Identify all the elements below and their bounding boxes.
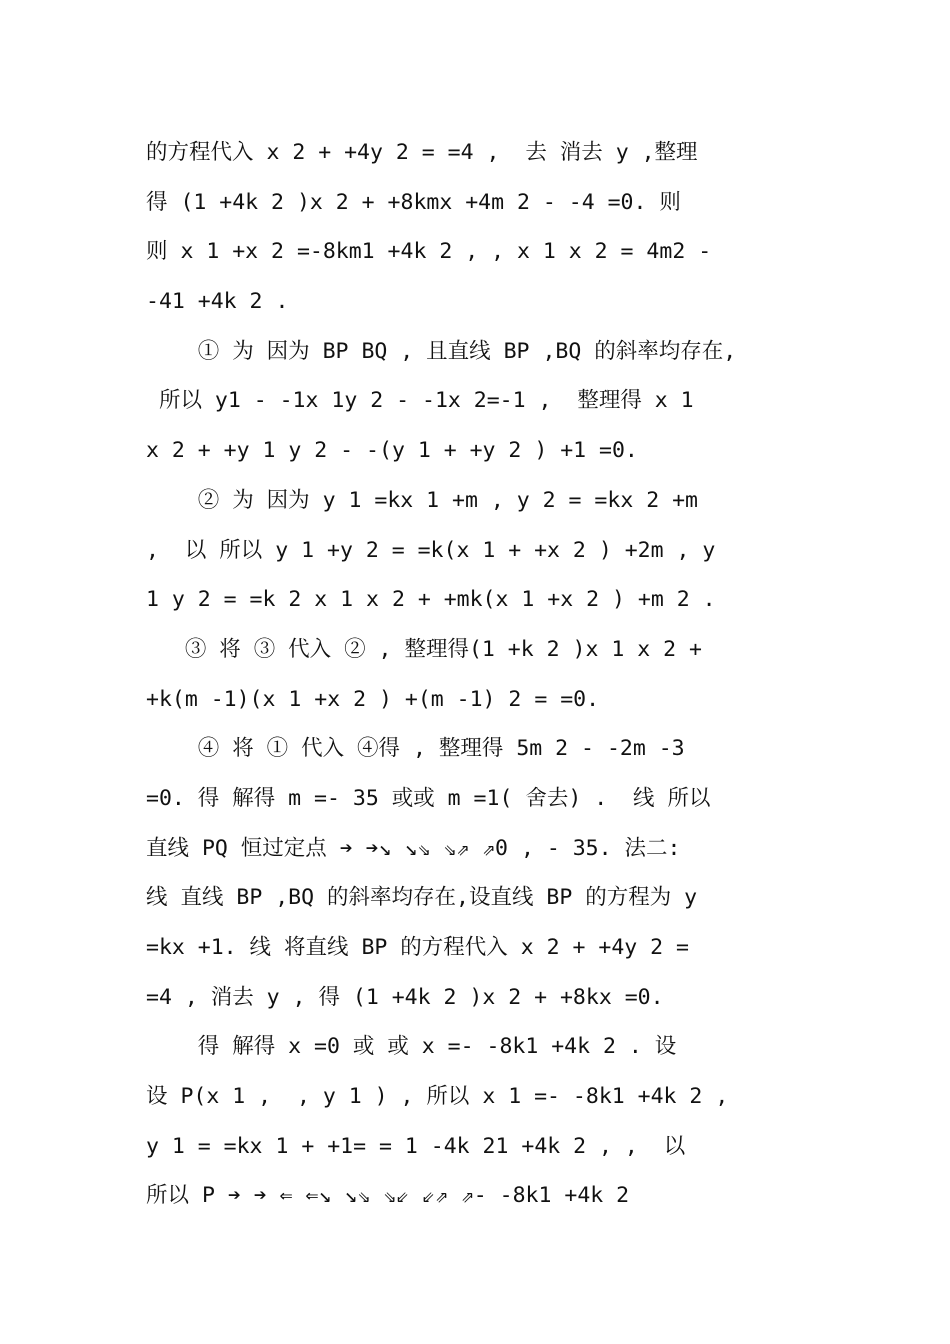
text-line: 直线 PQ 恒过定点 ➔ ➔↘ ↘⇘ ⇘⇗ ⇗0 , - 35. 法二:: [146, 835, 681, 861]
text-line: x 2 + +y 1 y 2 - -(y 1 + +y 2 ) +1 =0.: [146, 438, 638, 464]
text-line: 得 解得 x =0 或 或 x =- -8k1 +4k 2 . 设: [146, 1034, 677, 1060]
text-line: y 1 = =kx 1 + +1= = 1 -4k 21 +4k 2 , , 以: [146, 1133, 686, 1159]
text-line: , 以 所以 y 1 +y 2 = =k(x 1 + +x 2 ) +2m , y: [146, 537, 716, 563]
text-line: 线 直线 BP ,BQ 的斜率均存在,设直线 BP 的方程为 y: [146, 885, 698, 911]
text-line: =kx +1. 线 将直线 BP 的方程代入 x 2 + +4y 2 =: [146, 935, 689, 960]
document-body: [146, 128, 811, 1221]
text-line: 1 y 2 = =k 2 x 1 x 2 + +mk(x 1 +x 2 ) +m 2 .: [146, 587, 716, 613]
text-line: =0. 得 解得 m =- 35 或或 m =1( 舍去) . 线 所以: [146, 785, 711, 811]
text-line: 得 (1 +4k 2 )x 2 + +8kmx +4m 2 - -4 =0. 则: [146, 189, 681, 215]
text-line: ① 为 因为 BP BQ , 且直线 BP ,BQ 的斜率均存在,: [146, 338, 737, 364]
text-line: ② 为 因为 y 1 =kx 1 +m , y 2 = =kx 2 +m: [146, 487, 698, 513]
text-line: ③ 将 ③ 代入 ② , 整理得(1 +k 2 )x 1 x 2 +: [146, 636, 702, 662]
text-line: 则 x 1 +x 2 =-8km1 +4k 2 , , x 1 x 2 = 4m2 -: [146, 239, 712, 265]
text-line: 所以 y1 - -1x 1y 2 - -1x 2=-1 , 整理得 x 1: [146, 388, 694, 414]
text-line: +k(m -1)(x 1 +x 2 ) +(m -1) 2 = =0.: [146, 686, 600, 712]
text-line: 所以 P ➔ ➔ ⇐ ⇐↘ ↘⇘ ⇘⇙ ⇙⇗ ⇗- -8k1 +4k 2: [146, 1183, 630, 1209]
text-line: -41 +4k 2 .: [146, 289, 289, 315]
text-line: =4 , 消去 y , 得 (1 +4k 2 )x 2 + +8kx =0.: [146, 984, 664, 1010]
text-line: 的方程代入 x 2 + +4y 2 = =4 , 去 消去 y ,整理: [146, 140, 698, 165]
text-line: 设 P(x 1 , , y 1 ) , 所以 x 1 =- -8k1 +4k 2 ,: [146, 1084, 729, 1110]
text-line: ④ 将 ① 代入 ④得 , 整理得 5m 2 - -2m -3: [146, 736, 685, 762]
